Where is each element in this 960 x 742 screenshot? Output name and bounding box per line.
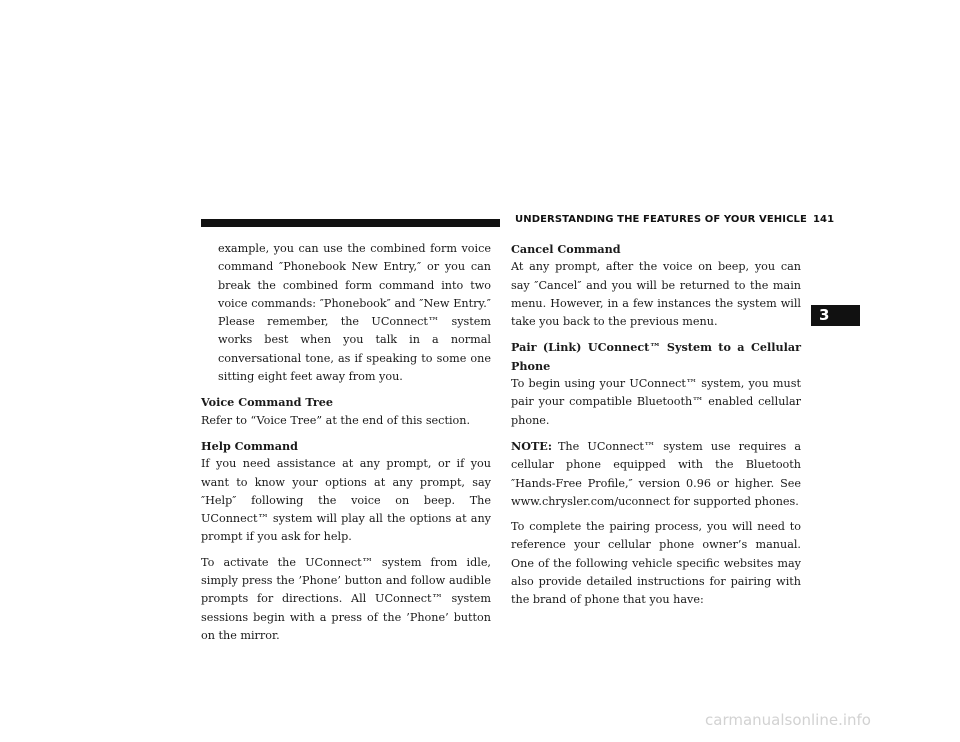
voice-tree-text: Refer to “Voice Tree” at the end of this section.	[201, 413, 471, 427]
cancel-heading: Cancel Command	[511, 242, 621, 256]
right-column	[511, 240, 801, 610]
header-rule	[201, 219, 500, 227]
note-paragraph	[511, 437, 801, 511]
cancel-section	[511, 240, 801, 331]
watermark: carmanualsonline.info	[705, 711, 871, 729]
activate-paragraph: To activate the UConnect™ system from idle, simply press the ’Phone’ button and follow audible prompts for directions. All UConnect™ system sessions begin with a press of the ’Phone’ button on the mirror.	[201, 555, 491, 642]
pairing-paragraph: To complete the pairing process, you will need to reference your cellular phone owner’s manual. One of the following vehicle specific websites may also provide detailed instructions for pairing with the brand of phone that you have:	[511, 520, 801, 607]
note-text: The UConnect™ system use requires a cellular phone equipped with the Bluetooth ″Hands-Free Profile,″ version 0.96 or higher. See www.chrysler.com/uconnect for supported phones.	[511, 439, 801, 508]
help-heading: Help Command	[201, 438, 298, 453]
continuation-paragraph: example, you can use the combined form voice command ″Phonebook New Entry,″ or you can break the combined form command into two voice commands: ″Phonebook″ and ″New Entry.″ Please remember, the UConnect™ system works best when you talk in a normal conversational tone, as if speaking to some one sitting eight feet away from you.	[218, 242, 491, 384]
pair-section	[511, 338, 801, 429]
note-label: NOTE:	[511, 438, 552, 453]
pair-text: To begin using your UConnect™ system, you must pair your compatible Bluetooth™ enabled cellular phone.	[511, 377, 801, 427]
cancel-text: At any prompt, after the voice on beep, you can say ″Cancel″ and you will be returned to the main menu. However, in a few instances the system will take you back to the previous menu.	[511, 260, 801, 329]
pair-heading: Pair (Link) UConnect™ System to a Cellular Phone	[511, 340, 801, 373]
page-number: 141	[812, 214, 835, 225]
voice-tree-heading: Voice Command Tree	[201, 395, 333, 410]
voice-tree-section	[201, 393, 491, 430]
section-title: UNDERSTANDING THE FEATURES OF YOUR VEHICLE	[515, 214, 807, 225]
help-section	[201, 437, 491, 547]
running-header	[515, 214, 834, 225]
help-text: If you need assistance at any prompt, or if you want to know your options at any prompt, say ″Help″ following the voice on beep. The UConnect™ system will play all the options at any prompt if you ask for help.	[201, 457, 491, 544]
chapter-tab: 3	[811, 305, 860, 326]
left-column	[201, 240, 491, 645]
